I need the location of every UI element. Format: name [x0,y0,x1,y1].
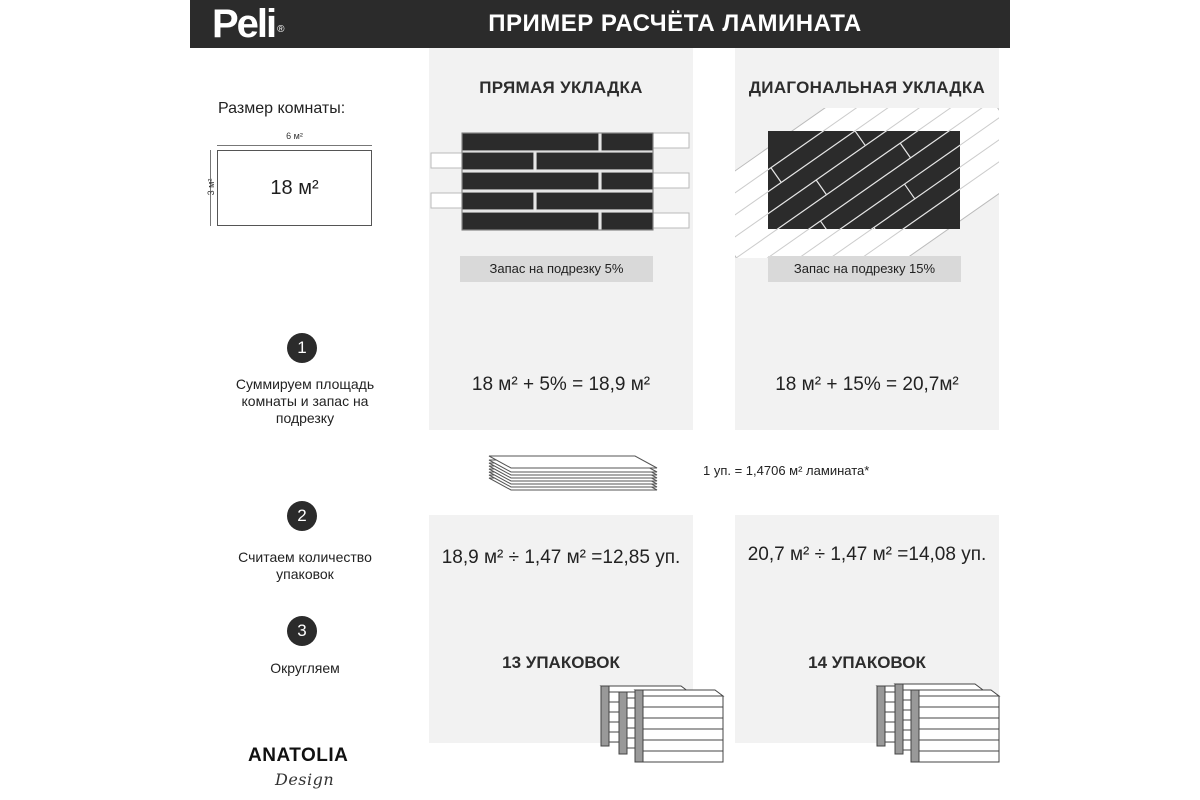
straight-allowance-badge: Запас на подрезку 5% [460,256,653,282]
straight-layout-panel-top [429,48,693,430]
step-3-number: 3 [287,616,317,646]
room-height-label: 3 м² [206,178,216,196]
straight-step1-formula: 18 м² + 5% = 18,9 м² [471,374,651,395]
step-3-text: Округляем [270,660,340,676]
room-rectangle [217,150,372,226]
anatolia-brand-logo: ANATOLIA [248,745,349,766]
pack-area-info: 1 уп. = 1,4706 м² ламината* [703,463,870,478]
straight-layout-illustration [429,130,693,240]
straight-step2-formula: 18,9 м² ÷ 1,47 м² =12,85 уп. [441,547,681,568]
diagonal-step2-formula: 20,7 м² ÷ 1,47 м² =14,08 уп. [747,544,987,565]
diagonal-layout-panel-top [735,48,999,430]
step-2-text: Считаем количество упаковок [238,549,372,582]
straight-result: 13 УПАКОВОК [502,653,620,672]
diagonal-step1-formula: 18 м² + 15% = 20,7м² [775,374,959,395]
straight-pack-stack-icon [597,680,727,765]
room-size-label: Размер комнаты: [218,100,346,117]
room-width-label: 6 м² [286,131,303,141]
anatolia-brand-subtitle: Design [275,770,335,789]
page-title: ПРИМЕР РАСЧЁТА ЛАМИНАТА [488,10,862,37]
room-area-label: 18 м² [270,177,319,199]
diagonal-result: 14 УПАКОВОК [808,653,926,672]
diagonal-pack-stack-icon [873,680,1003,765]
header-bar [190,0,1010,48]
laminate-pack-icon [487,450,662,495]
straight-layout-title: ПРЯМАЯ УКЛАДКА [479,78,643,97]
diagonal-layout-illustration [735,108,999,258]
diagonal-layout-title: ДИАГОНАЛЬНАЯ УКЛАДКА [748,78,986,97]
logo-text: Peli [212,2,276,46]
step-1-text: Суммируем площадь комнаты и запас на подрезку [235,376,375,426]
peli-logo [212,2,283,46]
logo-registered-mark: ® [277,24,285,35]
diagonal-allowance-badge: Запас на подрезку 15% [768,256,961,282]
room-width-dimension-line [217,145,372,146]
step-2-number: 2 [287,501,317,531]
step-1-number: 1 [287,333,317,363]
